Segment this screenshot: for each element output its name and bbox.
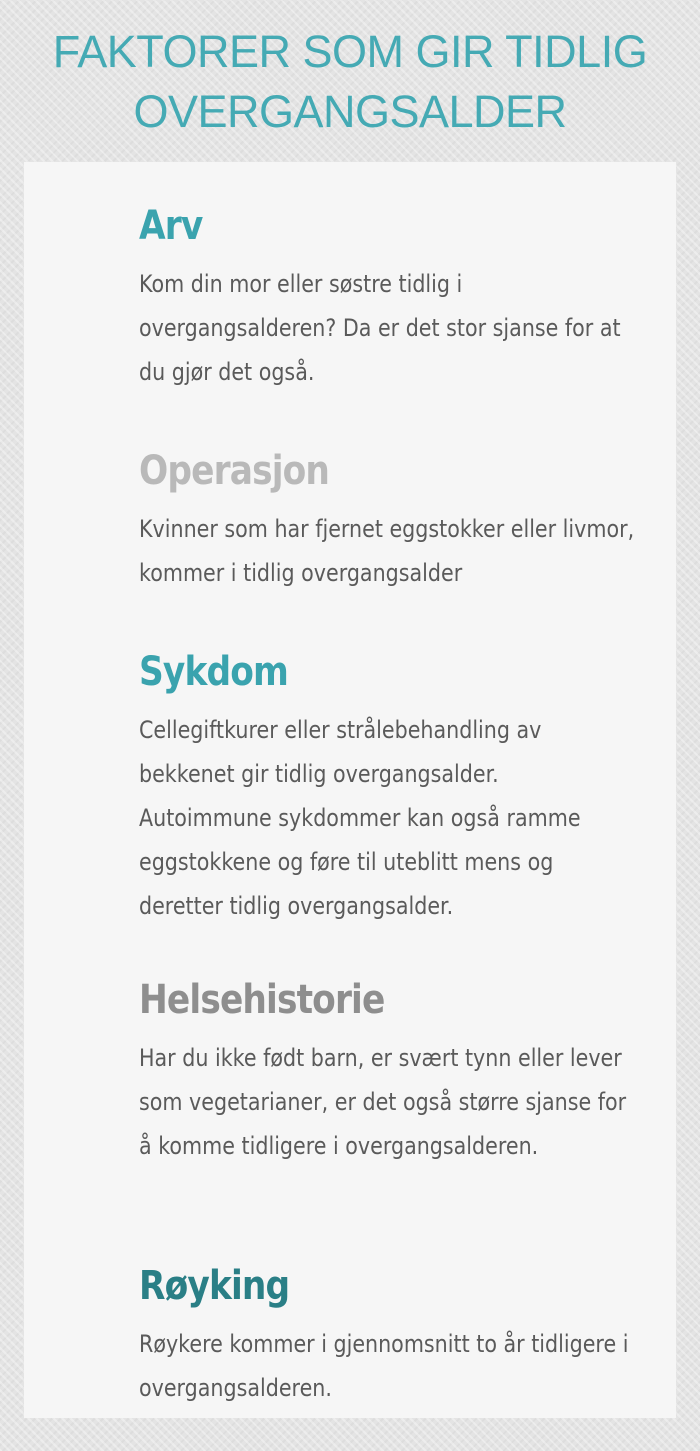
section-text-arv: Kom din mor eller søstre tidlig i overgangsalderen? Da er det stor sjanse for at du gjør det også. [139, 270, 621, 386]
section-arv [139, 202, 659, 394]
section-text-helsehistorie: Har du ikke født barn, er svært tynn eller lever som vegetarianer, er det også større sjanse for å komme tidligere i overgangsalderen. [139, 1044, 627, 1160]
section-heading-arv: Arv [139, 203, 203, 249]
section-operasjon [139, 447, 659, 595]
section-heading-helsehistorie: Helsehistorie [139, 977, 385, 1023]
content-card [24, 162, 676, 1418]
section-royking [139, 1262, 659, 1410]
section-text-sykdom: Cellegiftkurer eller strålebehandling av bekkenet gir tidlig overgangsalder. Autoimmune sykdommer kan også ramme eggstokkene og føre til uteblitt mens og deretter tidlig overgangsalder. [139, 716, 581, 920]
section-heading-sykdom: Sykdom [139, 649, 289, 695]
section-heading-royking: Røyking [139, 1263, 290, 1309]
section-text-operasjon: Kvinner som har fjernet eggstokker eller livmor, kommer i tidlig overgangsalder [139, 515, 635, 587]
page-title-line-1: FAKTORER SOM GIR TIDLIG [52, 26, 648, 77]
section-text-royking: Røykere kommer i gjennomsnitt to år tidligere i overgangsalderen. [139, 1330, 629, 1402]
section-sykdom [139, 648, 659, 928]
page-title-line-2: OVERGANGSALDER [133, 86, 567, 137]
section-heading-operasjon: Operasjon [139, 448, 330, 494]
section-helsehistorie [139, 976, 659, 1168]
page-title [0, 22, 700, 142]
